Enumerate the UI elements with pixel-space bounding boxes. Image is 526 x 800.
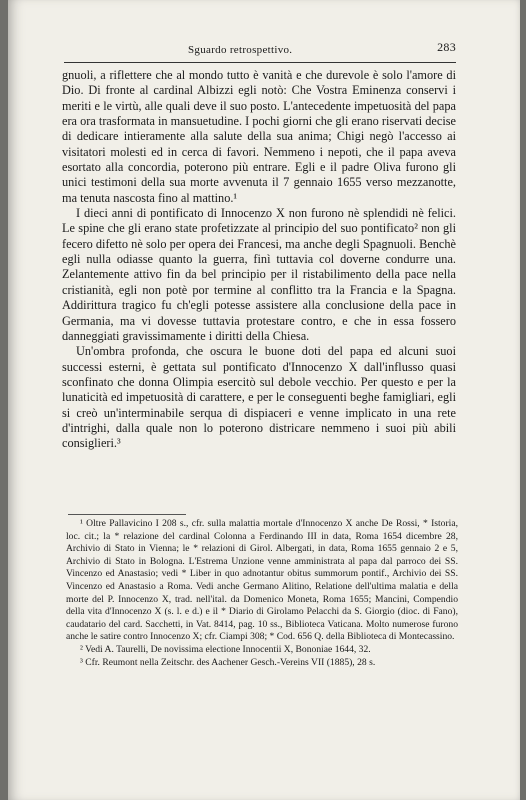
page-number: 283: [437, 40, 456, 54]
running-title: Sguardo retrospettivo.: [188, 44, 293, 56]
footnote: ³ Cfr. Reumont nella Zeitschr. des Aachener Gesch.-Vereins VII (1885), 28 s.: [80, 656, 376, 668]
footnote-rule: [68, 514, 186, 515]
footnotes: [66, 518, 458, 669]
footnote: ² Vedi A. Taurelli, De novissima electione Innocentii X, Bononiae 1644, 32.: [80, 643, 371, 655]
main-text: [62, 68, 456, 452]
header-rule: [64, 62, 456, 63]
paragraph: Un'ombra profonda, che oscura le buone doti del papa ed alcuni suoi successi esterni, è gettata sul pontificato d'Innocenzo X dall'influsso quasi sconfinato che donna Olimpia esercitò sul debole vecchio. Per questo e per la lunaticità ed impetuosità di carattere, e per le conseguenti beghe famigliari, egli si creò un'interminabile serqua di dispiaceri e venne implicato in una rete d'intrighi, dalla quale non lo poterono districare nemmeno i suoi più abili consiglieri.³: [62, 344, 456, 451]
page-header: [64, 40, 456, 58]
book-page: [8, 0, 520, 800]
paragraph: gnuoli, a riflettere che al mondo tutto è vanità e che durevole è solo l'amore di Dio. Di fronte al cardinal Albizzi egli notò: Che Vostra Eminenza conservi i meriti e le virtù, alle quali deve il suo posto. L'antecedente impetuosità del papa era ora trasformata in mansuetudine. I pochi giorni che gli erano riservati decise di dedicare intieramente alla salute della sua anima; Chigi negò l'accesso ai visitatori molesti ed in cerca di favori. Nemmeno i nepoti, che il papa aveva esortato alla concordia, poterono più entrare. Egli e il padre Oliva furono gli unici testimoni della sua morte avvenuta il 7 gennaio 1655 verso mezzanotte, ma tenuta nascosta fino al mattino.¹: [62, 68, 456, 205]
footnote: ¹ Oltre Pallavicino I 208 s., cfr. sulla malattia mortale d'Innocenzo X anche De Rossi, * Istoria, loc. cit.; la * relazione del cardinal Colonna a Ferdinando III in data, Roma 1654 dicembre 28, Archivio di Stato in Vienna; le * relazioni di Girol. Albergati, in data, Roma 1655 gennaio 2 e 5, Archivio di Stato in Bologna. L'Estrema Unzione venne amministrata al papa dal parroco dei SS. Vincenzo ed Anastasio; vedi * Liber in quo adnotantur obitus summorum pontif., Archivio dei SS. Vincenzo ed Anastasio a Roma. Vedi anche Germano Alitino, Relatione dell'ultima malatia e della morte del P. Innocenzo X, trad. nell'ital. da Domenico Moneta, Roma 1655; Mancini, Compendio della vita d'Innocenzo X (s. l. e d.) e il * Diario di Girolamo Pelacchi da S. Giorgio (dioc. di Fano), caudatario del card. Sacchetti, in Vat. 8414, pag. 10 ss., Biblioteca Vaticana. Molto numerose furono anche le satire contro Innocenzo X; cfr. Ciampi 308; * Cod. 656 Q. della Biblioteca di Montecassino.: [66, 518, 458, 643]
paragraph: I dieci anni di pontificato di Innocenzo X non furono nè splendidi nè felici. Le spine che gli erano state profetizzate al principio del suo pontificato² non gli fecero difetto nè solo per opera dei Francesi, ma anche degli Spagnuoli. Benchè egli nulla odiasse quanto la guerra, finì tuttavia col doverne condurre una. Zelantemente attivo fin da bel principio per il ristabilimento della pace nella cristianità, egli non potè por termine al conflitto tra la Francia e la Spagna. Addirittura tragico fu ch'egli potesse assistere alla conclusione della pace in Germania, ma vi dovesse tuttavia protestare contro, e che in essa fossero danneggiati gravissimamente i diritti della Chiesa.: [62, 206, 456, 343]
